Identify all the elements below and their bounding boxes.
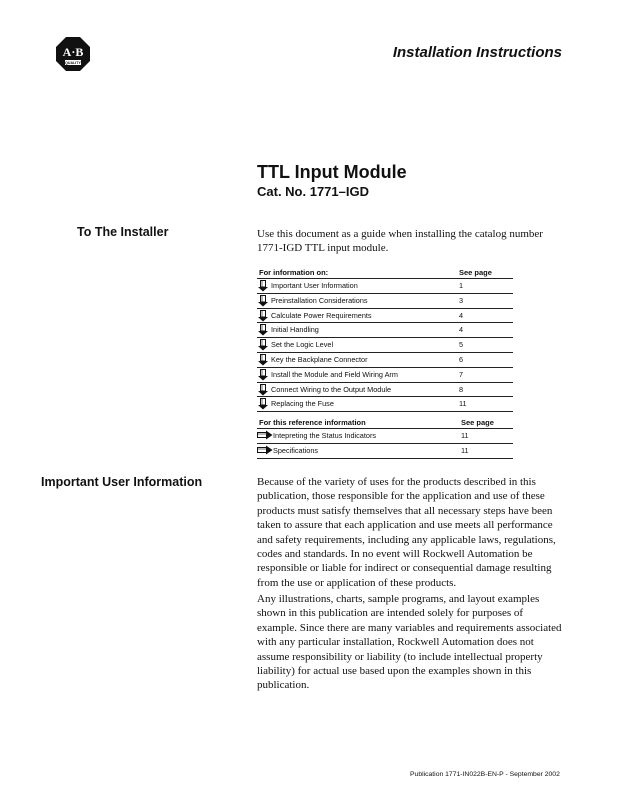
- catalog-number: Cat. No. 1771–IGD: [257, 184, 369, 199]
- row-page: 11: [461, 431, 469, 440]
- reference-table: [257, 416, 513, 459]
- row-label: Install the Module and Field Wiring Arm: [271, 369, 398, 379]
- row-page: 5: [459, 340, 464, 350]
- table-row: [257, 352, 513, 367]
- down-arrow-icon: [257, 384, 269, 396]
- logo-text: A·B: [62, 45, 84, 59]
- important-paragraph-2: Any illustrations, charts, sample programs, and layout examples shown in this publication are intended solely for purposes of example. Since there are many variables and requirements associated with any particular installation, Rockwell Automation does not assume responsibility or liability (to include intellectual property liability) for actual use based upon the examples shown in this publication.: [257, 593, 562, 692]
- row-label: Replacing the Fuse: [271, 399, 334, 409]
- reference-table-col1: For this reference information: [259, 418, 366, 427]
- down-arrow-icon: [257, 398, 269, 410]
- row-page: 4: [459, 325, 464, 335]
- publication-footer: Publication 1771-IN022B-EN-P - September 2002: [410, 771, 560, 778]
- row-page: 8: [459, 384, 464, 394]
- row-page: 7: [459, 369, 464, 379]
- table-row: [257, 278, 513, 293]
- reference-table-col2: See page: [461, 418, 494, 427]
- row-page: 1: [459, 281, 464, 290]
- down-arrow-icon: [257, 280, 269, 292]
- down-arrow-icon: [257, 339, 269, 351]
- table-row: [257, 293, 513, 308]
- row-label: Intepreting the Status Indicators: [273, 431, 377, 440]
- allen-bradley-logo: [55, 36, 91, 72]
- table-row: [257, 322, 513, 337]
- row-page: 6: [459, 354, 464, 364]
- row-page: 4: [459, 310, 464, 320]
- down-arrow-icon: [257, 310, 269, 322]
- row-label: Important User Information: [271, 281, 358, 290]
- row-label: Initial Handling: [271, 325, 319, 335]
- row-label: Connect Wiring to the Output Module: [271, 384, 392, 394]
- right-arrow-icon: [257, 445, 269, 457]
- section-heading-important: Important User Information: [41, 475, 203, 489]
- section-heading-installer: To The Installer: [77, 225, 169, 239]
- table-row: [257, 382, 513, 397]
- row-page: 11: [461, 445, 469, 455]
- table-row: [257, 428, 513, 443]
- info-table-header: [257, 266, 513, 278]
- row-label: Set the Logic Level: [271, 340, 334, 350]
- table-row: [257, 308, 513, 323]
- down-arrow-icon: [257, 354, 269, 366]
- header-title: Installation Instructions: [392, 44, 562, 61]
- logo-subtext: QUALITY: [65, 61, 81, 66]
- row-label: Specifications: [273, 445, 319, 455]
- row-label: Preinstallation Considerations: [271, 295, 368, 305]
- intro-text: Use this document as a guide when installing the catalog number 1771-IGD TTL input module.: [257, 228, 543, 255]
- down-arrow-icon: [257, 369, 269, 381]
- table-row: [257, 443, 513, 459]
- down-arrow-icon: [257, 324, 269, 336]
- table-row: [257, 396, 513, 412]
- row-label: Key the Backplane Connector: [271, 354, 368, 364]
- reference-table-header: [257, 416, 513, 428]
- row-page: 3: [459, 295, 464, 305]
- info-table-col2: See page: [459, 268, 492, 277]
- table-row: [257, 367, 513, 382]
- right-arrow-icon: [257, 430, 269, 442]
- important-paragraph-1: Because of the variety of uses for the products described in this publication, those responsible for the application and use of these products must satisfy themselves that all necessary steps have been taken to assure that each application and use meets all performance and safety requirements, including any applicable laws, regulations, codes and standards. In no event will Rockwell Automation be responsible or liable for indirect or consequential damage resulting from the use or application of these products.: [257, 476, 556, 589]
- document-title: TTL Input Module: [257, 162, 407, 182]
- info-table: [257, 266, 513, 412]
- row-page: 11: [459, 399, 467, 409]
- info-table-col1: For information on:: [259, 268, 329, 277]
- down-arrow-icon: [257, 295, 269, 307]
- row-label: Calculate Power Requirements: [271, 310, 372, 320]
- table-row: [257, 337, 513, 352]
